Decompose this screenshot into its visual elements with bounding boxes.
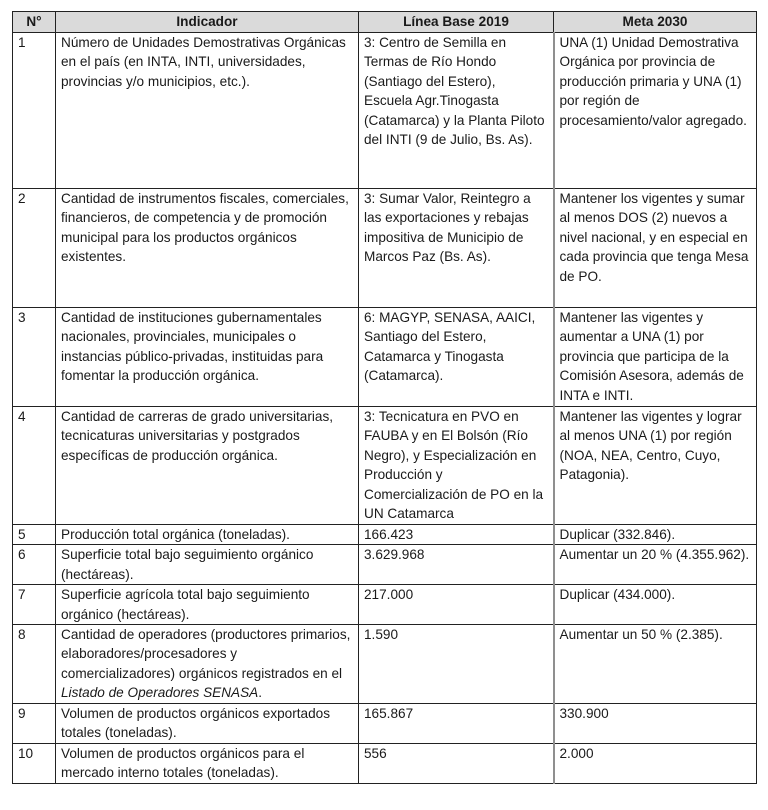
linea-base-cell: 6: MAGYP, SENASA, AAICI, Santiago del Estero, Catamarca y Tinogasta (Catamarca). xyxy=(359,308,554,407)
linea-base-cell: 3.629.968 xyxy=(359,545,554,585)
row-number: 6 xyxy=(13,545,56,585)
indicador-text-end: . xyxy=(258,685,263,701)
linea-base-cell: 3: Tecnicatura en PVO en FAUBA y en El Bolsón (Río Negro), y Especialización en Producción y Comercialización de PO en la UN Catamarca xyxy=(359,407,554,525)
meta-cell: UNA (1) Unidad Demostrativa Orgánica por provincia de producción primaria y UNA (1) por región de procesamiento/valor agregado. xyxy=(554,33,757,189)
table-row xyxy=(13,189,757,308)
table-row xyxy=(13,704,757,744)
meta-cell: Mantener las vigentes y lograr al menos UNA (1) por región (NOA, NEA, Centro, Cuyo, Patagonia). xyxy=(554,407,757,525)
row-number: 10 xyxy=(13,743,56,783)
row-number: 2 xyxy=(13,189,56,308)
linea-base-cell: 3: Centro de Semilla en Termas de Río Hondo (Santiago del Estero), Escuela Agr.Tinogasta (Catamarca) y la Planta Piloto del INTI (9 de Julio, Bs. As). xyxy=(359,33,554,189)
row-number: 4 xyxy=(13,407,56,525)
header-number: N° xyxy=(13,12,56,33)
linea-base-cell: 556 xyxy=(359,743,554,783)
row-number: 7 xyxy=(13,585,56,625)
linea-base-cell: 165.867 xyxy=(359,704,554,744)
listado-operadores-italic: Listado de Operadores SENASA xyxy=(61,685,259,701)
table-row xyxy=(13,625,757,704)
table-row xyxy=(13,743,757,783)
meta-cell: Mantener los vigentes y sumar al menos DOS (2) nuevos a nivel nacional, y en especial en cada provincia que tenga Mesa de PO. xyxy=(554,189,757,308)
meta-cell: Aumentar un 20 % (4.355.962). xyxy=(554,545,757,585)
indicador-cell: Número de Unidades Demostrativas Orgánicas en el país (en INTA, INTI, universidades, provincias y/o municipios, etc.). xyxy=(56,33,359,189)
table-row xyxy=(13,525,757,545)
indicador-cell: Superficie total bajo seguimiento orgánico (hectáreas). xyxy=(56,545,359,585)
linea-base-cell: 3: Sumar Valor, Reintegro a las exportaciones y rebajas impositiva de Municipio de Marcos Paz (Bs. As). xyxy=(359,189,554,308)
indicador-cell xyxy=(56,625,359,704)
table-row xyxy=(13,585,757,625)
header-indicador: Indicador xyxy=(56,12,359,33)
indicador-cell: Volumen de productos orgánicos para el mercado interno totales (toneladas). xyxy=(56,743,359,783)
meta-cell: Aumentar un 50 % (2.385). xyxy=(554,625,757,704)
linea-base-cell: 1.590 xyxy=(359,625,554,704)
meta-cell: Mantener las vigentes y aumentar a UNA (1) por provincia que participa de la Comisión Asesora, además de INTA e INTI. xyxy=(554,308,757,407)
header-linea-base: Línea Base 2019 xyxy=(359,12,554,33)
linea-base-cell: 217.000 xyxy=(359,585,554,625)
table-header xyxy=(13,12,757,33)
row-number: 9 xyxy=(13,704,56,744)
table-row xyxy=(13,407,757,525)
linea-base-cell: 166.423 xyxy=(359,525,554,545)
indicador-cell: Superficie agrícola total bajo seguimiento orgánico (hectáreas). xyxy=(56,585,359,625)
row-number: 8 xyxy=(13,625,56,704)
row-number: 3 xyxy=(13,308,56,407)
indicador-text: Cantidad de operadores (productores primarios, elaboradores/procesadores y comercializadores) orgánicos registrados en el xyxy=(61,627,351,681)
indicators-table xyxy=(12,11,757,784)
indicador-cell: Volumen de productos orgánicos exportados totales (toneladas). xyxy=(56,704,359,744)
table-row xyxy=(13,545,757,585)
indicador-cell: Cantidad de instituciones gubernamentales nacionales, provinciales, municipales o instancias público-privadas, instituidas para fomentar la producción orgánica. xyxy=(56,308,359,407)
indicador-cell: Cantidad de instrumentos fiscales, comerciales, financieros, de competencia y de promoción municipal para los productos orgánicos existentes. xyxy=(56,189,359,308)
header-meta: Meta 2030 xyxy=(554,12,757,33)
meta-cell: Duplicar (332.846). xyxy=(554,525,757,545)
meta-cell: 2.000 xyxy=(554,743,757,783)
row-number: 5 xyxy=(13,525,56,545)
table-row xyxy=(13,308,757,407)
table-row xyxy=(13,33,757,189)
row-number: 1 xyxy=(13,33,56,189)
indicador-cell: Producción total orgánica (toneladas). xyxy=(56,525,359,545)
meta-cell: Duplicar (434.000). xyxy=(554,585,757,625)
indicador-cell: Cantidad de carreras de grado universitarias, tecnicaturas universitarias y postgrados específicas de producción orgánica. xyxy=(56,407,359,525)
meta-cell: 330.900 xyxy=(554,704,757,744)
